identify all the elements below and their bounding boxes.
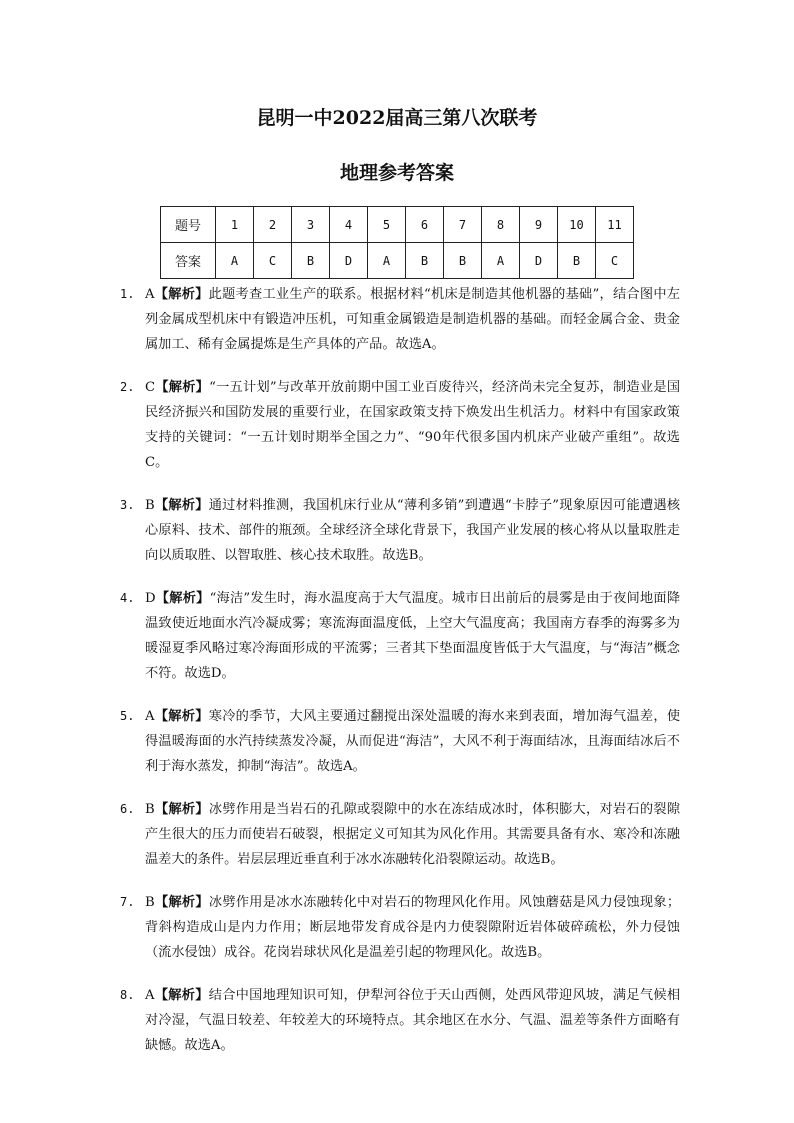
item-number: 8. — [120, 988, 135, 1002]
item-text: 冰劈作用是当岩石的孔隙或裂隙中的水在冻结成冰时，体积膨大，对岩石的裂隙产生很大的压力而使岩石破裂，根据定义可知其为风化作用。其需要具备有水、寒冷和冻融温差大的条件。岩层层理近垂直利于冰水冻融转化沿裂隙运动。故选B。 — [145, 802, 681, 867]
item-text: “一五计划”与改革开放前期中国工业百废待兴，经济尚未完全复苏，制造业是国民经济振兴和国防发展的重要行业，在国家政策支持下焕发出生机活力。材料中有国家政策支持的关键词：“一五计划时期举全国之力”、“90年代很多国内机床产业破产重组”。故选C。 — [145, 380, 681, 470]
table-row-answers — [161, 243, 634, 279]
item-body — [145, 797, 680, 872]
table-cell: B — [558, 243, 596, 279]
table-cell: A — [216, 243, 254, 279]
item-answer: C — [145, 380, 156, 395]
item-number: 6. — [120, 802, 135, 816]
table-cell: A — [368, 243, 406, 279]
page-title: 昆明一中2022届高三第八次联考 — [256, 107, 538, 129]
list-item — [120, 704, 680, 779]
item-tag: 【解析】 — [155, 591, 210, 606]
item-number: 2. — [120, 380, 135, 394]
table-cell: 8 — [482, 207, 520, 243]
item-tag: 【解析】 — [154, 498, 209, 513]
item-text: 结合中国地理知识可知，伊犁河谷位于天山西侧，处西风带迎风坡，满足气候相对冷湿，气温日较差、年较差大的环境特点。其余地区在水分、气温、温差等条件方面略有缺憾。故选A。 — [145, 988, 681, 1053]
table-cell: 4 — [330, 207, 368, 243]
item-body — [145, 890, 680, 965]
table-cell: 3 — [292, 207, 330, 243]
item-body — [145, 983, 680, 1058]
item-body — [145, 375, 680, 475]
item-text: “海洁”发生时，海水温度高于大气温度。城市日出前后的晨雾是由于夜间地面降温致使近地面水汽冷凝成雾；寒流海面温度低，上空大气温度高；我国南方春季的海雾多为暖湿夏季风略过寒冷海面形成的平流雾；三者其下垫面温度皆低于大气温度，与“海洁”概念不符。故选D。 — [145, 591, 681, 681]
list-item — [120, 890, 680, 965]
list-item — [120, 493, 680, 568]
item-answer: A — [145, 709, 155, 724]
list-item — [120, 983, 680, 1058]
item-number: 5. — [120, 709, 135, 723]
item-tag: 【解析】 — [154, 988, 209, 1003]
item-text: 寒冷的季节，大风主要通过翻搅出深处温暖的海水来到表面，增加海气温差，使得温暖海面的水汽持续蒸发冷凝，从而促进“海洁”，大风不利于海面结冰，且海面结冰后不利于海水蒸发，抑制“海洁”。故选A。 — [145, 709, 681, 774]
item-answer: B — [145, 802, 155, 817]
table-cell: B — [406, 243, 444, 279]
table-cell: B — [444, 243, 482, 279]
table-cell: B — [292, 243, 330, 279]
list-item — [120, 586, 680, 686]
list-item — [120, 375, 680, 475]
item-tag: 【解析】 — [154, 287, 209, 302]
table-cell: 1 — [216, 207, 254, 243]
item-number: 7. — [120, 895, 135, 909]
table-cell: 6 — [406, 207, 444, 243]
table-cell: A — [482, 243, 520, 279]
item-body — [145, 586, 680, 686]
item-body — [145, 704, 680, 779]
table-row-numbers — [161, 207, 634, 243]
item-answer: A — [145, 287, 155, 302]
table-cell: 11 — [596, 207, 634, 243]
table-cell: D — [330, 243, 368, 279]
item-number: 1. — [120, 287, 135, 301]
item-tag: 【解析】 — [154, 802, 209, 817]
item-answer: B — [145, 895, 155, 910]
item-answer: D — [145, 591, 156, 606]
item-text: 冰劈作用是冰水冻融转化中对岩石的物理风化作用。风蚀蘑菇是风力侵蚀现象；背斜构造成山是内力作用；断层地带发育成谷是内力使裂隙附近岩体破碎疏松，外力侵蚀（流水侵蚀）成谷。花岗岩球状风化是温差引起的物理风化。故选B。 — [145, 895, 681, 960]
table-cell: D — [520, 243, 558, 279]
item-answer: B — [145, 498, 155, 513]
list-item — [120, 282, 680, 357]
explanation-list — [120, 282, 680, 1076]
item-number: 4. — [120, 591, 135, 605]
table-header-cell: 题号 — [161, 207, 216, 243]
item-text: 此题考查工业生产的联系。根据材料“机床是制造其他机器的基础”，结合图中左列金属成型机床中有锻造冲压机，可知重金属锻造是制造机器的基础。而轻金属合金、贵金属加工、稀有金属提炼是生产具体的产品。故选A。 — [145, 287, 680, 352]
list-item — [120, 797, 680, 872]
table-cell: 10 — [558, 207, 596, 243]
item-body — [145, 493, 680, 568]
table-cell: C — [254, 243, 292, 279]
table-cell: 2 — [254, 207, 292, 243]
table-header-cell: 答案 — [161, 243, 216, 279]
item-tag: 【解析】 — [155, 380, 210, 395]
item-tag: 【解析】 — [154, 709, 209, 724]
answer-table — [160, 206, 634, 279]
item-body — [145, 282, 680, 357]
table-cell: 7 — [444, 207, 482, 243]
page-subtitle: 地理参考答案 — [339, 162, 454, 184]
item-answer: A — [145, 988, 155, 1003]
table-cell: C — [596, 243, 634, 279]
table-cell: 5 — [368, 207, 406, 243]
item-number: 3. — [120, 498, 135, 512]
table-cell: 9 — [520, 207, 558, 243]
item-tag: 【解析】 — [154, 895, 209, 910]
item-text: 通过材料推测，我国机床行业从“薄利多销”到遭遇“卡脖子”现象原因可能遭遇核心原料、技术、部件的瓶颈。全球经济全球化背景下，我国产业发展的核心将从以量取胜走向以质取胜、以智取胜、核心技术取胜。故选B。 — [145, 498, 681, 563]
